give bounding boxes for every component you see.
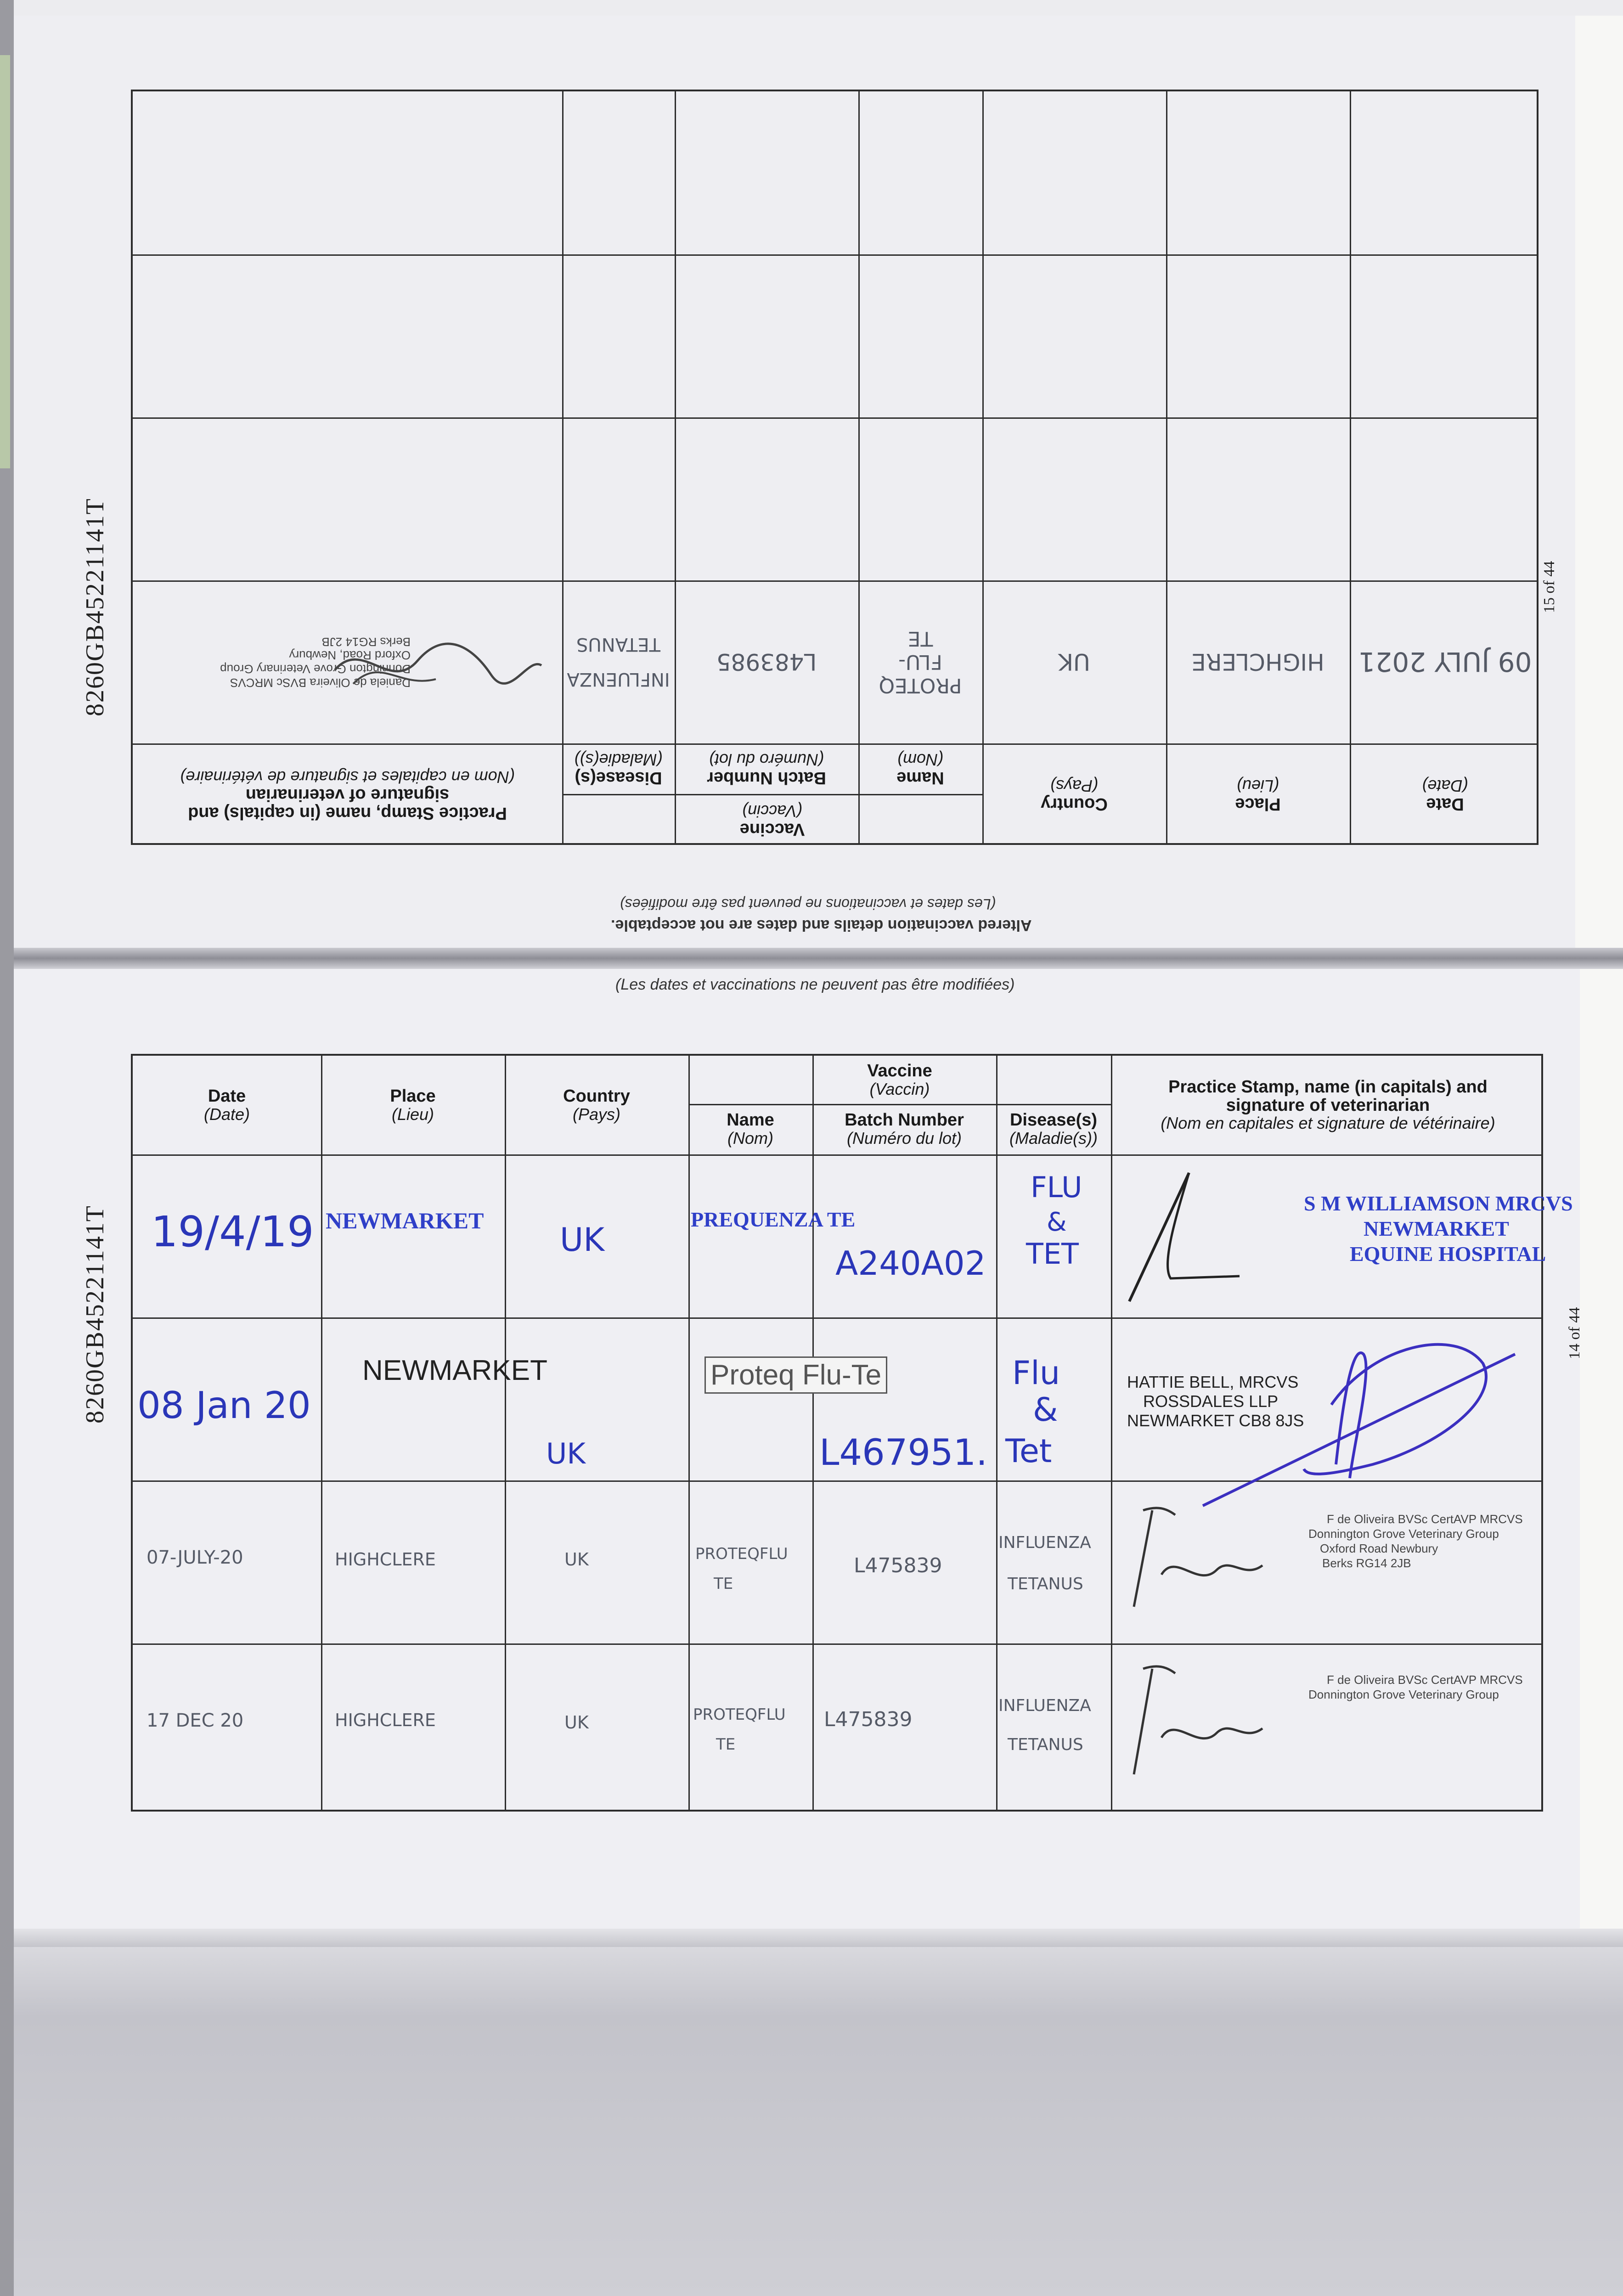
lower-vaccination-table: [131, 1054, 1573, 1812]
row3-date: 07-JULY-20: [147, 1547, 243, 1568]
row4-place: HIGHCLERE: [335, 1710, 436, 1730]
row2-country: UK: [546, 1437, 586, 1470]
lower-header-batch: Batch Number (Numéro du lot): [845, 1110, 964, 1148]
row2-vet-stamp-line-1: HATTIE BELL, MRCVS: [1127, 1373, 1299, 1391]
lower-header-country: Country (Pays): [563, 1086, 630, 1124]
upper-entry-vaccine: PROTEQ FLU- TE: [879, 627, 962, 697]
row3-disease-1: INFLUENZA: [998, 1533, 1091, 1552]
row4-disease-2: TETANUS: [1008, 1735, 1083, 1754]
row4-vaccine-name-1: PROTEQFLU: [693, 1705, 786, 1724]
lower-header-date: Date (Date): [203, 1086, 250, 1124]
row2-disease-1: Flu: [1012, 1354, 1060, 1392]
upper-vet-signature: [326, 629, 546, 702]
row3-country: UK: [564, 1549, 589, 1570]
row1-place: NEWMARKET: [326, 1208, 484, 1233]
row4-disease-1: INFLUENZA: [998, 1696, 1091, 1715]
lower-notice-french: (Les dates et vaccinations ne peuvent pas être modifiées): [615, 976, 1015, 993]
lower-header-stamp: Practice Stamp, name (in capitals) and signature of veterinarian (Nom en capitales et signature de vétérinaire): [1161, 1077, 1495, 1133]
row2-disease-3: Tet: [1005, 1432, 1052, 1470]
row1-date: 19/4/19: [151, 1207, 314, 1256]
scan-top-edge: [14, 0, 1623, 16]
row2-batch: L467951.: [819, 1432, 988, 1474]
upper-vaccination-table: [131, 90, 1538, 845]
row3-vet-stamp-line-2: Donnington Grove Veterinary Group: [1308, 1527, 1499, 1541]
row1-vet-stamp-line-1: S M WILLIAMSON MRCVS: [1304, 1192, 1573, 1215]
lower-horse-id: 8260GB45221141T: [81, 1205, 109, 1424]
upper-header-vaccine: Vaccine (Vaccin): [739, 802, 805, 839]
upper-horse-id: 8260GB45221141T: [81, 498, 109, 716]
row2-disease-2: &: [1033, 1391, 1058, 1429]
upper-header-place: Place (Lieu): [1235, 777, 1281, 814]
row1-country: UK: [560, 1221, 605, 1259]
row3-place: HIGHCLERE: [335, 1549, 436, 1570]
row3-vaccine-name-2: TE: [714, 1575, 733, 1593]
upper-notice-french: (Les dates et vaccinations ne peuvent pas être modifiées): [620, 896, 996, 912]
row2-vet-stamp-line-2: ROSSDALES LLP: [1143, 1392, 1279, 1411]
row3-vet-stamp-line-1: F de Oliveira BVSc CertAVP MRCVS: [1327, 1512, 1523, 1526]
row4-vet-signature: [1125, 1655, 1331, 1784]
row3-batch: L475839: [854, 1554, 942, 1577]
row4-batch: L475839: [824, 1708, 913, 1731]
row1-vet-stamp-line-3: EQUINE HOSPITAL: [1350, 1242, 1546, 1266]
row1-vet-stamp-line-2: NEWMARKET: [1364, 1217, 1509, 1240]
lower-header-vaccine: Vaccine (Vaccin): [867, 1061, 932, 1098]
scan-left-edge-tint: [0, 55, 10, 468]
row3-vaccine-name-1: PROTEQFLU: [695, 1545, 788, 1563]
lower-header-name: Name (Nom): [727, 1110, 774, 1148]
row1-batch: A240A02: [835, 1244, 986, 1283]
upper-notice-english: Altered vaccination details and dates are not acceptable.: [611, 917, 1032, 934]
row1-disease-2: &: [1047, 1207, 1067, 1237]
row2-vet-stamp-line-3: NEWMARKET CB8 8JS: [1127, 1411, 1304, 1430]
upper-header-disease: Disease(s) (Maladie(s)): [574, 750, 663, 788]
row4-date: 17 DEC 20: [147, 1710, 244, 1731]
row2-vet-signature: [1198, 1327, 1520, 1519]
row2-vaccine-name: Proteq Flu-Te: [704, 1356, 887, 1394]
row4-vet-stamp-line-2: Donnington Grove Veterinary Group: [1308, 1688, 1499, 1701]
lower-page-number: 14 of 44: [1566, 1307, 1583, 1359]
row1-vaccine-name: PREQUENZA TE: [691, 1208, 856, 1231]
row2-date: 08 Jan 20: [137, 1384, 311, 1427]
row3-disease-2: TETANUS: [1008, 1575, 1083, 1593]
row1-vet-signature: [1120, 1164, 1249, 1311]
row4-vaccine-name-2: TE: [716, 1735, 736, 1754]
scan-bottom-band: [14, 1947, 1623, 2296]
row4-vet-stamp-line-1: F de Oliveira BVSc CertAVP MRCVS: [1327, 1673, 1523, 1687]
upper-header-batch: Batch Number (Numéro du lot): [707, 750, 826, 788]
upper-header-date: Date (Date): [1422, 777, 1468, 814]
upper-entry-batch: L483985: [716, 648, 817, 675]
row2-place: NEWMARKET: [362, 1355, 547, 1386]
upper-header-name: Name (Nom): [896, 750, 944, 788]
row3-vet-stamp-line-4: Berks RG14 2JB: [1322, 1556, 1411, 1570]
lower-header-place: Place (Lieu): [390, 1086, 436, 1124]
upper-header-stamp: Practice Stamp, name (in capitals) and signature of veterinarian (Nom en capitales et signature de vétérinaire): [180, 767, 515, 823]
upper-entry-vet-stamp: Daniela de Oliveira BVSc MRCVS Donnington Grove Veterinary Group Oxford Road, Newbury Berks RG14 2JB: [220, 635, 411, 690]
upper-entry-disease: INFLUENZA TETANUS: [567, 634, 670, 690]
upper-entry-place: HIGHCLERE: [1191, 648, 1324, 675]
row1-disease-3: TET: [1026, 1237, 1079, 1271]
page-fold: [14, 948, 1623, 969]
row1-disease-1: FLU: [1031, 1171, 1082, 1204]
row3-vet-signature: [1125, 1497, 1331, 1616]
row4-country: UK: [564, 1712, 589, 1733]
upper-header-country: Country (Pays): [1041, 777, 1108, 814]
upper-page-number: 15 of 44: [1541, 561, 1558, 613]
row3-vet-stamp-line-3: Oxford Road Newbury: [1320, 1542, 1438, 1555]
upper-entry-country: UK: [1058, 648, 1090, 675]
upper-entry-date: 09 JULY 2021: [1358, 646, 1532, 678]
lower-header-disease: Disease(s) (Maladie(s)): [1009, 1110, 1098, 1148]
